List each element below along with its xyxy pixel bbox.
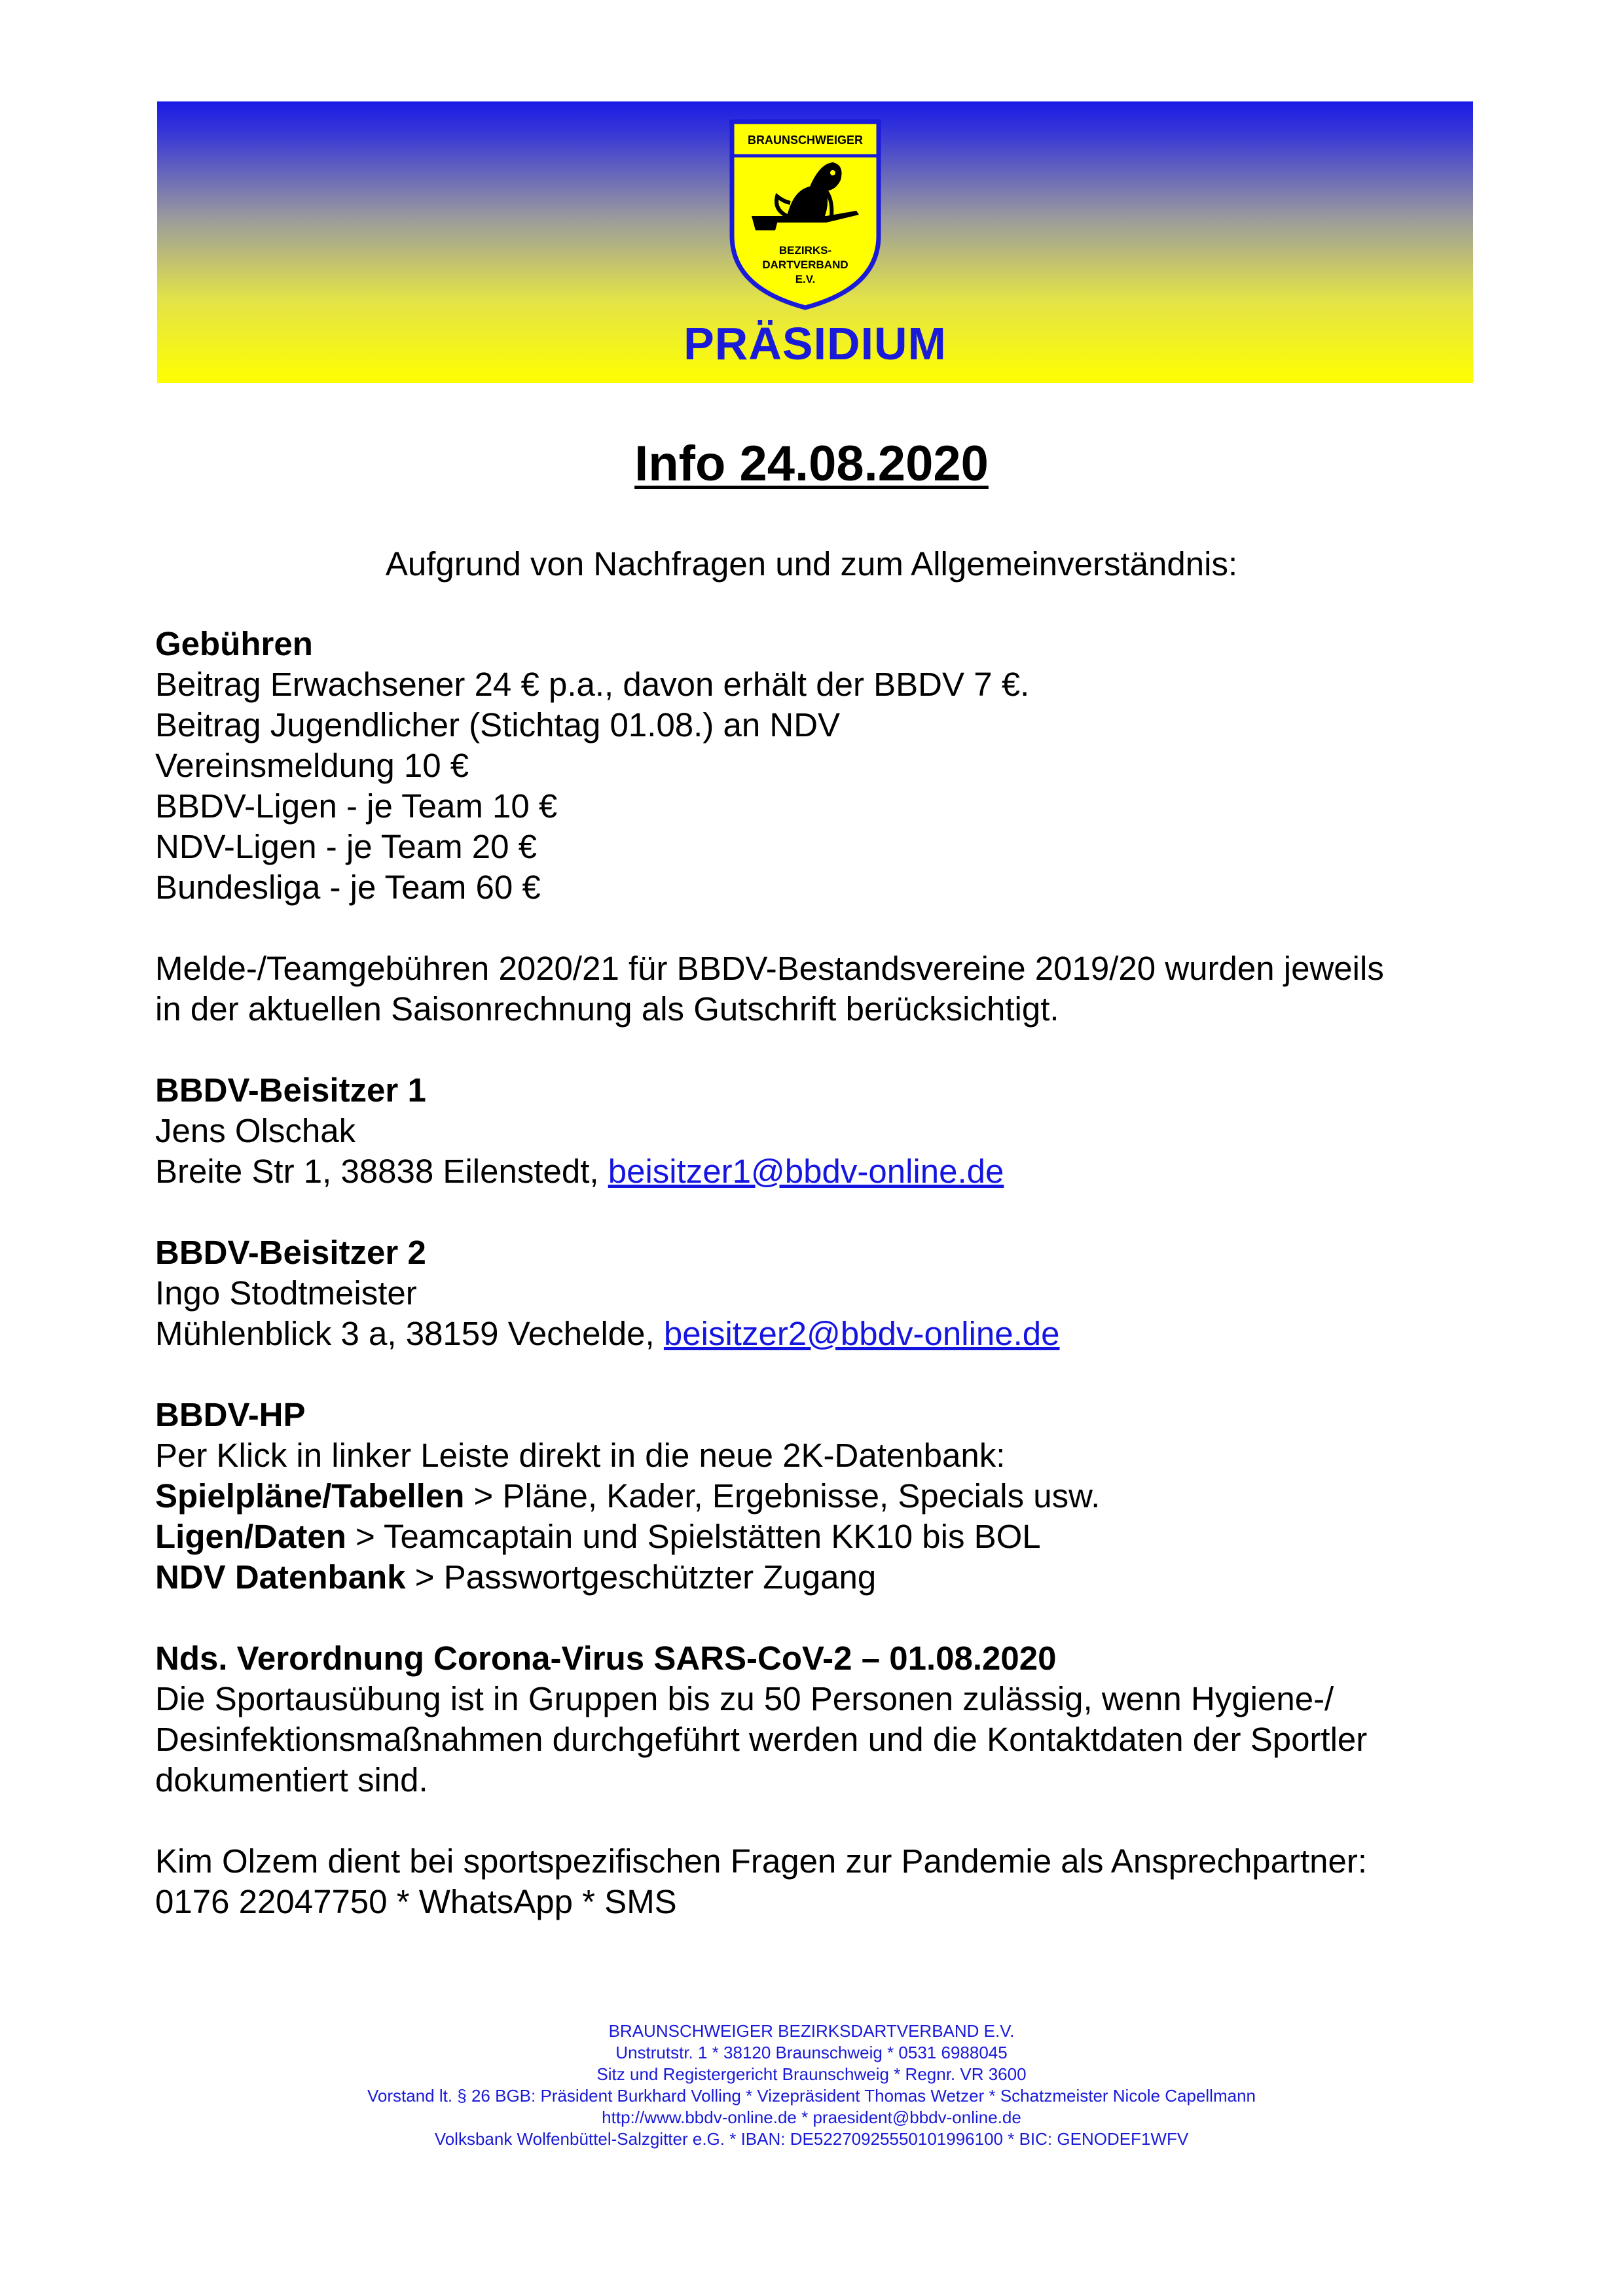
corona-section	[155, 1638, 1478, 1922]
corona-heading: Nds. Verordnung Corona-Virus SARS-CoV-2 – 01.08.2020	[155, 1640, 1057, 1677]
hp-item-label: Ligen/Daten	[155, 1518, 346, 1555]
hp-heading: BBDV-HP	[155, 1396, 306, 1433]
hp-item-label: NDV Datenbank	[155, 1558, 406, 1596]
footer	[0, 2020, 1623, 2150]
hp-item-text: > Teamcaptain und Spielstätten KK10 bis BOL	[346, 1518, 1041, 1555]
beisitzer1-heading: BBDV-Beisitzer 1	[155, 1071, 426, 1109]
footer-line: Vorstand lt. § 26 BGB: Präsident Burkhard Volling * Vizepräsident Thomas Wetzer * Schatzmeister Nicole Capellmann	[367, 2086, 1256, 2106]
fee-line: Vereinsmeldung 10 €	[155, 747, 469, 784]
intro-text: Aufgrund von Nachfragen und zum Allgemeinverständnis:	[385, 545, 1238, 583]
beisitzer2-address: Mühlenblick 3 a, 38159 Vechelde,	[155, 1315, 664, 1352]
document-title: Info 24.08.2020	[634, 436, 989, 492]
footer-line: http://www.bbdv-online.de * praesident@bbdv-online.de	[602, 2108, 1021, 2127]
beisitzer2-name: Ingo Stodtmeister	[155, 1274, 417, 1312]
hp-item	[155, 1516, 1478, 1557]
footer-line: BRAUNSCHWEIGER BEZIRKSDARTVERBAND E.V.	[608, 2021, 1015, 2041]
beisitzer1-name: Jens Olschak	[155, 1112, 356, 1149]
hp-intro: Per Klick in linker Leiste direkt in die neue 2K-Datenbank:	[155, 1437, 1006, 1474]
fee-line: Beitrag Erwachsener 24 € p.a., davon erhält der BBDV 7 €.	[155, 666, 1030, 703]
logo-top-text: BRAUNSCHWEIGER	[747, 134, 864, 147]
logo-bottom-line2: DARTVERBAND	[762, 259, 848, 271]
footer-line: Unstrutstr. 1 * 38120 Braunschweig * 0531 6988045	[615, 2043, 1008, 2062]
beisitzer2-section	[155, 1232, 1478, 1354]
banner-title: PRÄSIDIUM	[684, 318, 947, 369]
corona-contact-line: 0176 22047750 * WhatsApp * SMS	[155, 1883, 677, 1920]
logo-bottom-line3: E.V.	[795, 273, 816, 285]
logo-crest	[728, 118, 883, 312]
fees-section	[155, 624, 1478, 1030]
beisitzer2-contact	[155, 1314, 1478, 1354]
hp-item	[155, 1476, 1478, 1516]
fees-note-line: in der aktuellen Saisonrechnung als Gutschrift berücksichtigt.	[155, 990, 1059, 1028]
beisitzer1-address: Breite Str 1, 38838 Eilenstedt,	[155, 1153, 608, 1190]
fee-line: Beitrag Jugendlicher (Stichtag 01.08.) an NDV	[155, 706, 841, 744]
hp-item	[155, 1557, 1478, 1598]
document-body	[155, 624, 1478, 1922]
logo-bottom-line1: BEZIRKS-	[778, 244, 832, 257]
beisitzer1-section	[155, 1070, 1478, 1192]
fee-line: NDV-Ligen - je Team 20 €	[155, 828, 538, 865]
hp-section	[155, 1395, 1478, 1598]
beisitzer1-email-link[interactable]: beisitzer1@bbdv-online.de	[608, 1153, 1004, 1190]
footer-line: Volksbank Wolfenbüttel-Salzgitter e.G. * IBAN: DE52270925550101996100 * BIC: GENODEF1WFV	[434, 2129, 1189, 2149]
footer-line: Sitz und Registergericht Braunschweig * Regnr. VR 3600	[596, 2064, 1027, 2084]
beisitzer2-email-link[interactable]: beisitzer2@bbdv-online.de	[663, 1315, 1060, 1352]
beisitzer2-heading: BBDV-Beisitzer 2	[155, 1234, 426, 1271]
hp-item-label: Spielpläne/Tabellen	[155, 1477, 465, 1515]
fees-note-line: Melde-/Teamgebühren 2020/21 für BBDV-Bestandsvereine 2019/20 wurden jeweils	[155, 950, 1384, 987]
fee-line: BBDV-Ligen - je Team 10 €	[155, 787, 558, 825]
corona-contact-line: Kim Olzem dient bei sportspezifischen Fragen zur Pandemie als Ansprechpartner:	[155, 1842, 1368, 1880]
corona-text-line: Desinfektionsmaßnahmen durchgeführt werden und die Kontaktdaten der Sportler	[155, 1721, 1368, 1758]
corona-text-line: Die Sportausübung ist in Gruppen bis zu 50 Personen zulässig, wenn Hygiene-/	[155, 1680, 1334, 1717]
beisitzer1-contact	[155, 1151, 1478, 1192]
hp-item-text: > Pläne, Kader, Ergebnisse, Specials usw.	[464, 1477, 1101, 1515]
fees-heading: Gebühren	[155, 625, 313, 662]
hp-item-text: > Passwortgeschützter Zugang	[405, 1558, 877, 1596]
fee-line: Bundesliga - je Team 60 €	[155, 869, 541, 906]
corona-text-line: dokumentiert sind.	[155, 1761, 428, 1799]
